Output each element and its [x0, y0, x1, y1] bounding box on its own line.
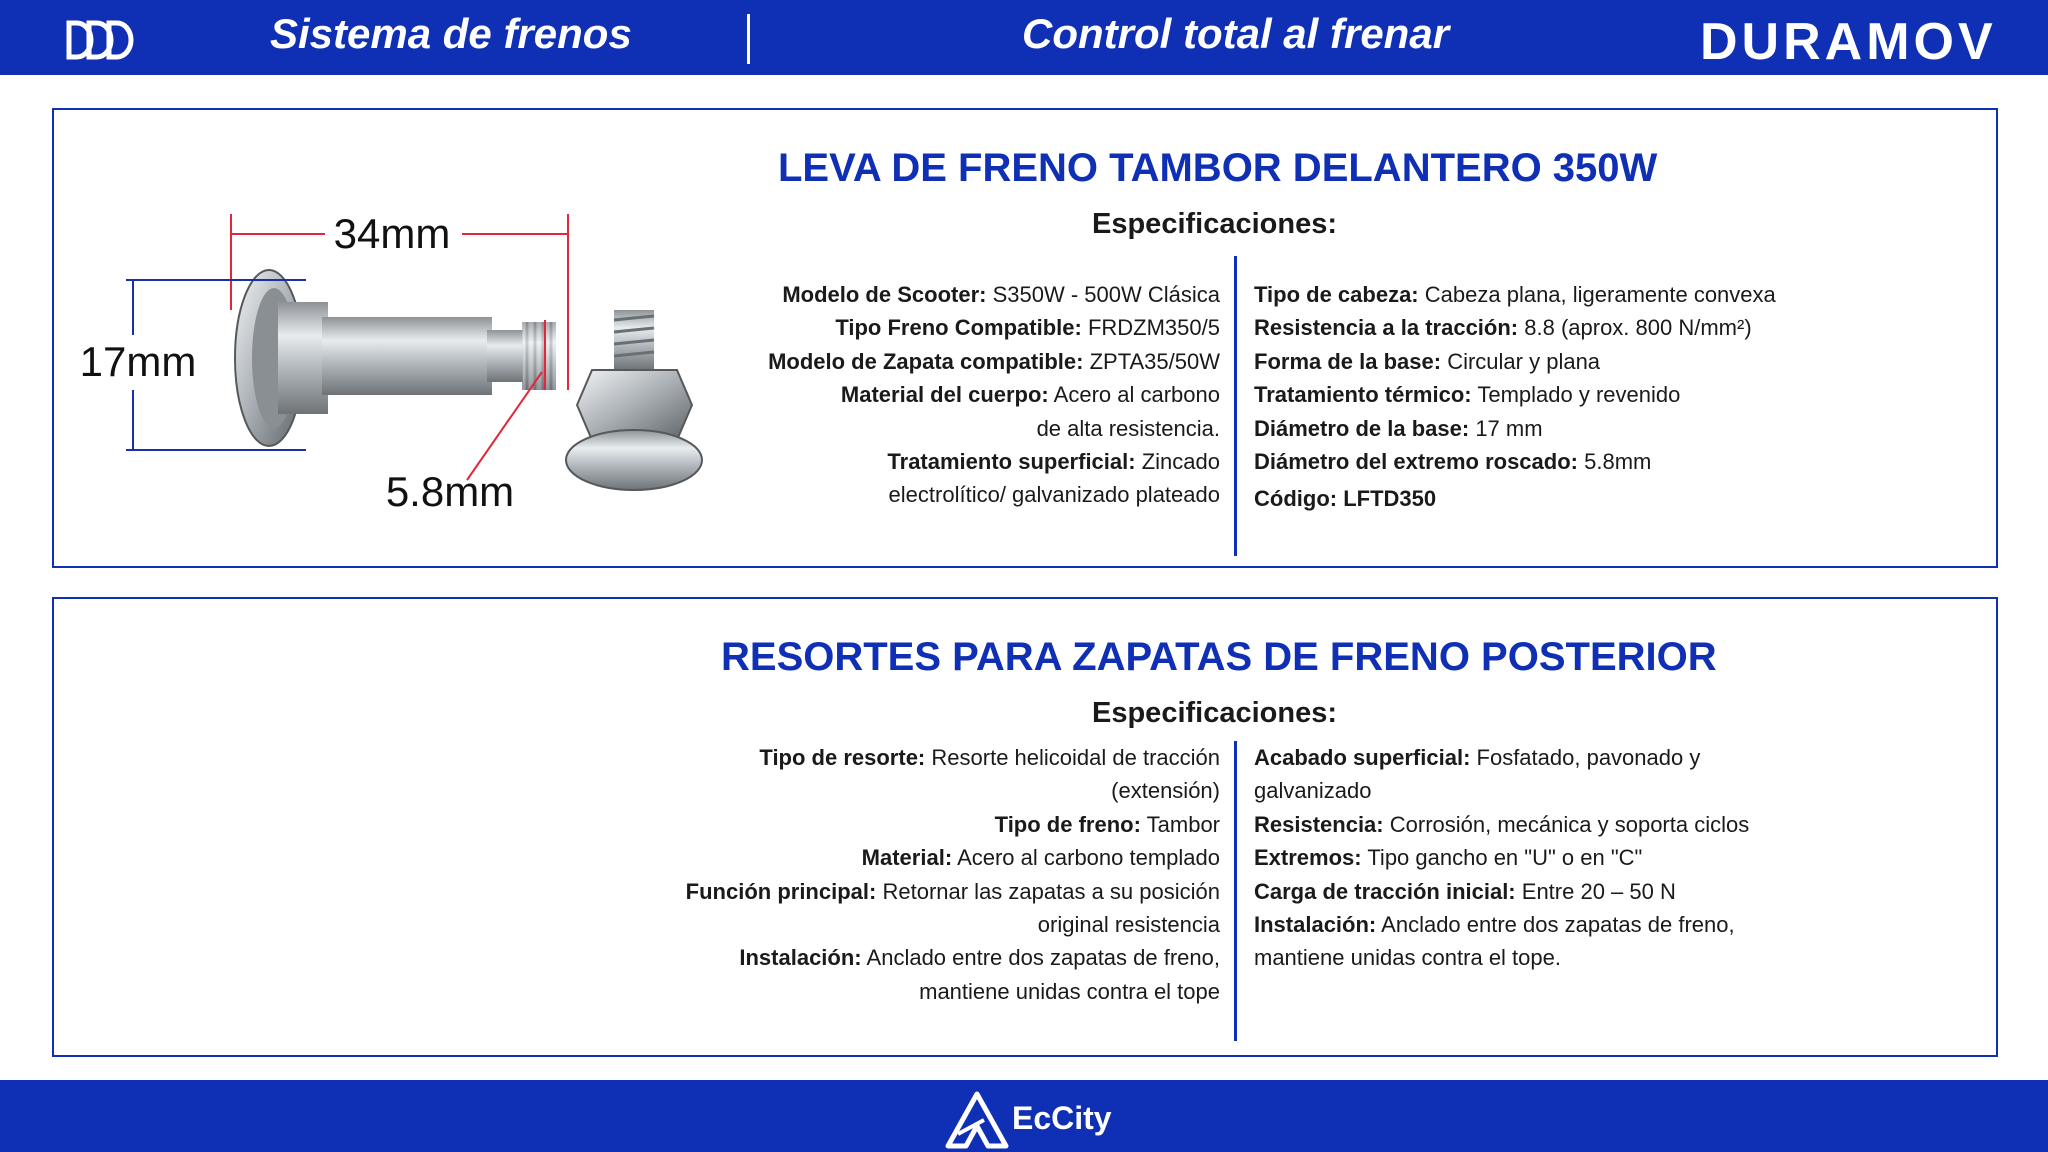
spec-row: Instalación: Anclado entre dos zapatas de freno, mantiene unidas contra el tope	[739, 945, 1220, 1004]
specs-divider	[1234, 256, 1237, 556]
dimension-thread-label: 5.8mm	[385, 468, 515, 515]
spec-row: Diámetro de la base: 17 mm	[1254, 415, 1543, 441]
spec-row: Forma de la base: Circular y plana	[1254, 348, 1601, 374]
spec-row: Material: Acero al carbono templado	[861, 845, 1220, 871]
spec-row: Modelo de Zapata compatible: ZPTA35/50W	[768, 348, 1220, 374]
spec-row: Carga de tracción inicial: Entre 20 – 50 N	[1254, 878, 1676, 904]
product-title: RESORTES PARA ZAPATAS DE FRENO POSTERIOR	[721, 635, 1717, 679]
spec-row: Material del cuerpo: Acero al carbono de alta resistencia.	[840, 382, 1220, 441]
brand-logo: DURAMOV	[1700, 13, 1997, 71]
specs-left-column	[654, 278, 1220, 512]
eccity-logo-icon	[944, 1090, 1010, 1150]
product-card-brake-springs	[52, 597, 1998, 1057]
ddd-logo-icon	[66, 20, 136, 60]
spec-row: Tipo de resorte: Resorte helicoidal de tracción (extensión)	[759, 745, 1220, 804]
footer-brand: EcCity	[1012, 1100, 1112, 1136]
spec-row: Función principal: Retornar las zapatas a su posición original resistencia	[685, 878, 1220, 938]
spec-row: Diámetro del extremo roscado: 5.8mm	[1254, 449, 1652, 475]
spec-row: Tratamiento térmico: Templado y revenido	[1254, 382, 1681, 408]
product-title: LEVA DE FRENO TAMBOR DELANTERO 350W	[778, 146, 1658, 190]
dimension-width-label: 34mm	[333, 210, 451, 257]
brake-cam-image	[72, 190, 712, 530]
spec-row: Acabado superficial: Fosfatado, pavonado y galvanizado	[1254, 745, 1701, 804]
header-divider	[747, 14, 750, 64]
specs-divider	[1234, 741, 1237, 1041]
specs-left-column	[614, 741, 1220, 1008]
tagline: Control total al frenar	[1022, 10, 1450, 57]
product-card-brake-cam	[52, 108, 1998, 568]
spec-row: Tipo de freno: Tambor	[994, 811, 1220, 837]
dimension-height-label: 17mm	[79, 338, 197, 385]
specs-heading: Especificaciones:	[1092, 697, 1337, 729]
spec-row: Modelo de Scooter: S350W - 500W Clásica	[782, 282, 1220, 307]
spec-row: Tratamiento superficial: Zincado electrolítico/ galvanizado plateado	[887, 449, 1220, 508]
spec-row: Tipo Freno Compatible: FRDZM350/5	[835, 315, 1220, 341]
section-title: Sistema de frenos	[270, 10, 632, 57]
product-code: Código: LFTD350	[1254, 486, 1437, 512]
specs-right-column	[1254, 278, 1954, 516]
specs-right-column	[1254, 741, 1814, 975]
spec-row: Resistencia a la tracción: 8.8 (aprox. 800 N/mm²)	[1254, 315, 1752, 341]
spec-row: Extremos: Tipo gancho en "U" o en "C"	[1254, 845, 1643, 871]
spec-row: Instalación: Anclado entre dos zapatas de freno, mantiene unidas contra el tope.	[1254, 912, 1735, 971]
spec-row: Tipo de cabeza: Cabeza plana, ligeramente convexa	[1254, 282, 1776, 307]
specs-heading: Especificaciones:	[1092, 208, 1337, 240]
spec-row: Resistencia: Corrosión, mecánica y soporta ciclos	[1254, 811, 1750, 837]
